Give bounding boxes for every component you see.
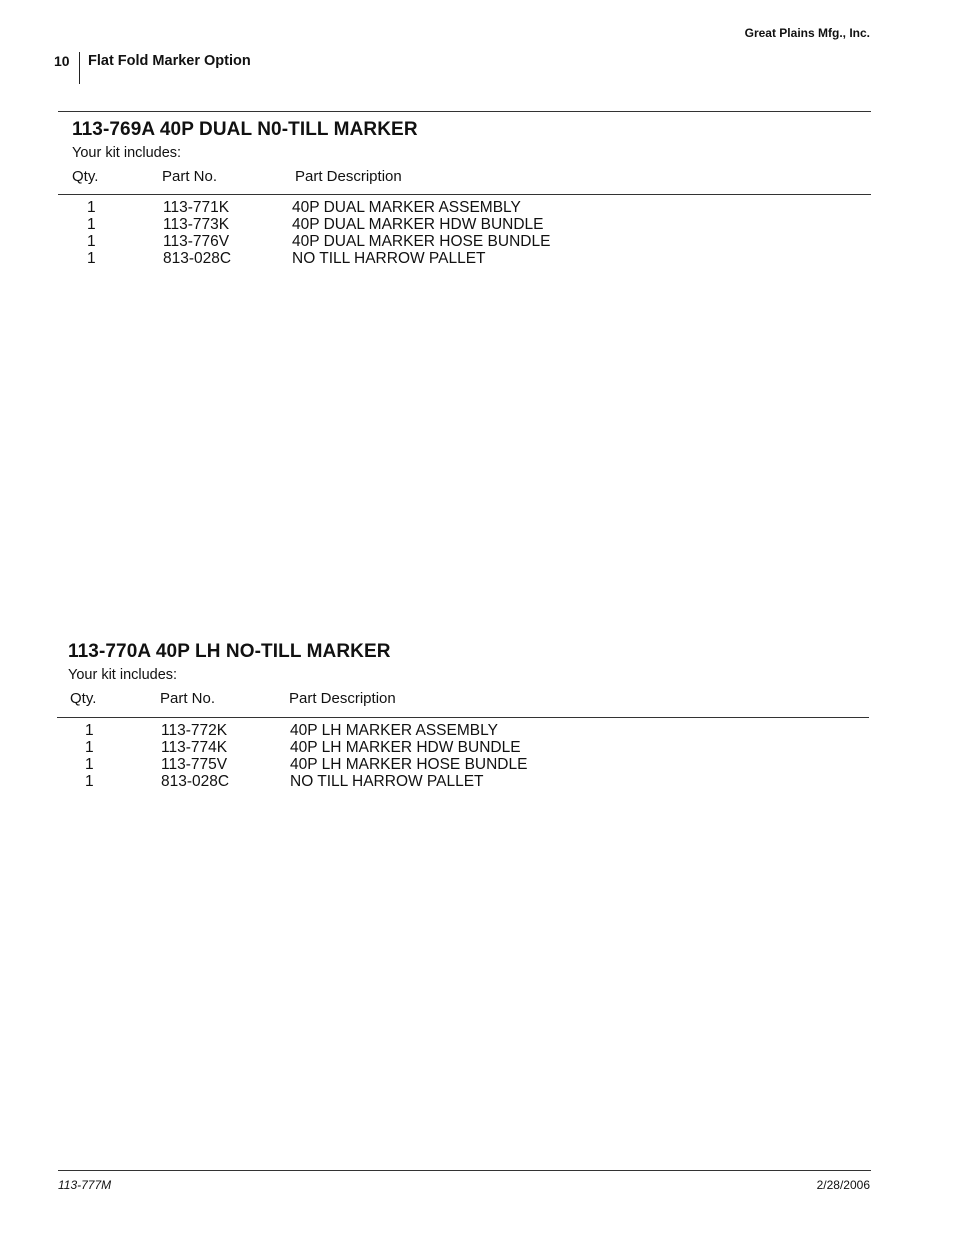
table-row <box>0 199 954 216</box>
header-rule <box>58 111 871 112</box>
header-divider <box>79 52 80 84</box>
row-part: 113-772K <box>161 722 228 739</box>
row-desc: 40P LH MARKER HDW BUNDLE <box>290 739 521 756</box>
table-header-rule <box>57 717 869 718</box>
kit-intro: Your kit includes: <box>72 145 182 161</box>
table-row <box>0 233 954 250</box>
row-qty: 1 <box>85 773 94 790</box>
row-desc: 40P LH MARKER ASSEMBLY <box>290 722 498 739</box>
row-desc: 40P DUAL MARKER HDW BUNDLE <box>292 216 544 233</box>
document-number: 113-777M <box>58 1178 112 1192</box>
row-part: 113-774K <box>161 739 228 756</box>
table-header-rule <box>58 194 871 195</box>
row-part: 113-773K <box>163 216 230 233</box>
row-qty: 1 <box>85 722 94 739</box>
document-date: 2/28/2006 <box>816 1178 870 1192</box>
row-qty: 1 <box>87 250 96 267</box>
row-desc: NO TILL HARROW PALLET <box>290 773 484 790</box>
footer-rule <box>58 1170 871 1171</box>
col-header-part: Part No. <box>162 168 218 185</box>
company-name: Great Plains Mfg., Inc. <box>744 26 870 40</box>
row-qty: 1 <box>87 216 96 233</box>
row-qty: 1 <box>87 233 96 250</box>
kit-title: 113-769A 40P DUAL N0-TILL MARKER <box>72 119 418 140</box>
row-qty: 1 <box>85 739 94 756</box>
row-desc: NO TILL HARROW PALLET <box>292 250 486 267</box>
page-number: 10 <box>54 53 70 69</box>
row-part: 113-771K <box>163 199 230 216</box>
row-part: 113-776V <box>163 233 230 250</box>
col-header-desc: Part Description <box>289 690 396 707</box>
section-title: Flat Fold Marker Option <box>88 53 251 69</box>
row-qty: 1 <box>87 199 96 216</box>
col-header-qty: Qty. <box>70 690 97 707</box>
row-part: 813-028C <box>163 250 232 267</box>
kit-title: 113-770A 40P LH NO-TILL MARKER <box>68 641 391 662</box>
table-row <box>0 250 954 267</box>
row-desc: 40P LH MARKER HOSE BUNDLE <box>290 756 528 773</box>
table-row <box>0 739 954 756</box>
row-desc: 40P DUAL MARKER ASSEMBLY <box>292 199 521 216</box>
table-row <box>0 216 954 233</box>
col-header-desc: Part Description <box>295 168 402 185</box>
table-row <box>0 756 954 773</box>
row-qty: 1 <box>85 756 94 773</box>
row-part: 813-028C <box>161 773 230 790</box>
table-row <box>0 722 954 739</box>
row-part: 113-775V <box>161 756 228 773</box>
col-header-part: Part No. <box>160 690 216 707</box>
row-desc: 40P DUAL MARKER HOSE BUNDLE <box>292 233 551 250</box>
kit-intro: Your kit includes: <box>68 667 178 683</box>
col-header-qty: Qty. <box>72 168 99 185</box>
table-row <box>0 773 954 790</box>
